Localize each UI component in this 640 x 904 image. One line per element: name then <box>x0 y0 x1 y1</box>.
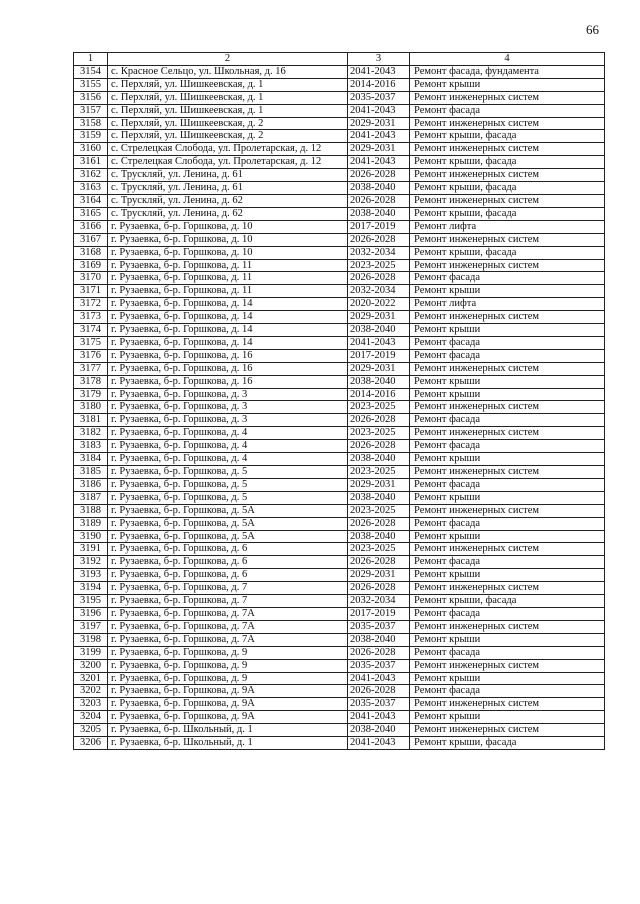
period-cell: 2026-2028 <box>348 582 410 595</box>
table-row <box>74 375 605 388</box>
work-type-cell: Ремонт фасада <box>410 478 605 491</box>
table-row <box>74 491 605 504</box>
address-cell: с. Трускляй, ул. Ленина, д. 62 <box>108 207 348 220</box>
period-cell: 2035-2037 <box>348 620 410 633</box>
address-cell: г. Рузаевка, б-р. Горшкова, д. 16 <box>108 375 348 388</box>
work-type-cell: Ремонт фасада <box>410 104 605 117</box>
table-row <box>74 272 605 285</box>
row-number-cell: 3156 <box>74 91 108 104</box>
row-number-cell: 3163 <box>74 182 108 195</box>
address-cell: г. Рузаевка, б-р. Горшкова, д. 9 <box>108 672 348 685</box>
work-type-cell: Ремонт крыши <box>410 388 605 401</box>
address-cell: г. Рузаевка, б-р. Горшкова, д. 4 <box>108 440 348 453</box>
work-type-cell: Ремонт инженерных систем <box>410 427 605 440</box>
period-cell: 2026-2028 <box>348 272 410 285</box>
address-cell: г. Рузаевка, б-р. Горшкова, д. 16 <box>108 349 348 362</box>
period-cell: 2032-2034 <box>348 285 410 298</box>
row-number-cell: 3190 <box>74 530 108 543</box>
period-cell: 2014-2016 <box>348 388 410 401</box>
work-type-cell: Ремонт крыши, фасада <box>410 156 605 169</box>
period-cell: 2038-2040 <box>348 724 410 737</box>
period-cell: 2026-2028 <box>348 440 410 453</box>
address-cell: с. Трускляй, ул. Ленина, д. 61 <box>108 182 348 195</box>
work-type-cell: Ремонт инженерных систем <box>410 143 605 156</box>
table-row <box>74 698 605 711</box>
work-type-cell: Ремонт крыши <box>410 324 605 337</box>
period-cell: 2023-2025 <box>348 427 410 440</box>
work-type-cell: Ремонт крыши <box>410 672 605 685</box>
period-cell: 2038-2040 <box>348 182 410 195</box>
table-row <box>74 156 605 169</box>
column-header-work: 4 <box>410 53 605 66</box>
table-row <box>74 194 605 207</box>
row-number-cell: 3203 <box>74 698 108 711</box>
table-row <box>74 65 605 78</box>
period-cell: 2017-2019 <box>348 349 410 362</box>
table-row <box>74 737 605 750</box>
row-number-cell: 3174 <box>74 324 108 337</box>
period-cell: 2038-2040 <box>348 375 410 388</box>
period-cell: 2026-2028 <box>348 169 410 182</box>
row-number-cell: 3166 <box>74 220 108 233</box>
work-type-cell: Ремонт инженерных систем <box>410 659 605 672</box>
table-row <box>74 440 605 453</box>
row-number-cell: 3167 <box>74 233 108 246</box>
row-number-cell: 3165 <box>74 207 108 220</box>
address-cell: с. Перхляй, ул. Шишкеевская, д. 1 <box>108 91 348 104</box>
address-cell: с. Трускляй, ул. Ленина, д. 61 <box>108 169 348 182</box>
table-row <box>74 233 605 246</box>
table-row <box>74 388 605 401</box>
work-type-cell: Ремонт лифта <box>410 220 605 233</box>
work-type-cell: Ремонт инженерных систем <box>410 362 605 375</box>
address-cell: г. Рузаевка, б-р. Горшкова, д. 10 <box>108 246 348 259</box>
work-type-cell: Ремонт крыши <box>410 569 605 582</box>
table-row <box>74 246 605 259</box>
row-number-cell: 3197 <box>74 620 108 633</box>
period-cell: 2029-2031 <box>348 311 410 324</box>
row-number-cell: 3162 <box>74 169 108 182</box>
period-cell: 2041-2043 <box>348 737 410 750</box>
row-number-cell: 3204 <box>74 711 108 724</box>
table-row <box>74 543 605 556</box>
address-cell: г. Рузаевка, б-р. Горшкова, д. 6 <box>108 556 348 569</box>
address-cell: г. Рузаевка, б-р. Горшкова, д. 5 <box>108 478 348 491</box>
address-cell: г. Рузаевка, б-р. Горшкова, д. 7А <box>108 607 348 620</box>
work-type-cell: Ремонт фасада <box>410 517 605 530</box>
address-cell: г. Рузаевка, б-р. Горшкова, д. 9А <box>108 685 348 698</box>
address-cell: г. Рузаевка, б-р. Горшкова, д. 4 <box>108 453 348 466</box>
table-row <box>74 182 605 195</box>
table-row <box>74 104 605 117</box>
period-cell: 2026-2028 <box>348 517 410 530</box>
work-type-cell: Ремонт инженерных систем <box>410 543 605 556</box>
period-cell: 2020-2022 <box>348 298 410 311</box>
work-type-cell: Ремонт крыши <box>410 491 605 504</box>
table-row <box>74 259 605 272</box>
address-cell: г. Рузаевка, б-р. Горшкова, д. 9 <box>108 659 348 672</box>
column-header-number: 1 <box>74 53 108 66</box>
row-number-cell: 3189 <box>74 517 108 530</box>
table-row <box>74 169 605 182</box>
row-number-cell: 3178 <box>74 375 108 388</box>
work-type-cell: Ремонт крыши, фасада <box>410 595 605 608</box>
table-row <box>74 362 605 375</box>
address-cell: г. Рузаевка, б-р. Горшкова, д. 14 <box>108 336 348 349</box>
work-type-cell: Ремонт инженерных систем <box>410 698 605 711</box>
row-number-cell: 3180 <box>74 401 108 414</box>
period-cell: 2041-2043 <box>348 104 410 117</box>
period-cell: 2023-2025 <box>348 259 410 272</box>
address-cell: с. Красное Сельцо, ул. Школьная, д. 16 <box>108 65 348 78</box>
address-cell: г. Рузаевка, б-р. Горшкова, д. 5А <box>108 530 348 543</box>
table-row <box>74 659 605 672</box>
work-type-cell: Ремонт крыши <box>410 530 605 543</box>
row-number-cell: 3183 <box>74 440 108 453</box>
address-cell: г. Рузаевка, б-р. Школьный, д. 1 <box>108 737 348 750</box>
address-cell: г. Рузаевка, б-р. Горшкова, д. 7 <box>108 595 348 608</box>
work-type-cell: Ремонт инженерных систем <box>410 466 605 479</box>
address-cell: г. Рузаевка, б-р. Горшкова, д. 14 <box>108 311 348 324</box>
period-cell: 2035-2037 <box>348 698 410 711</box>
period-cell: 2017-2019 <box>348 607 410 620</box>
row-number-cell: 3205 <box>74 724 108 737</box>
period-cell: 2041-2043 <box>348 711 410 724</box>
work-type-cell: Ремонт инженерных систем <box>410 117 605 130</box>
address-cell: г. Рузаевка, б-р. Горшкова, д. 3 <box>108 388 348 401</box>
address-cell: г. Рузаевка, б-р. Горшкова, д. 6 <box>108 569 348 582</box>
table-row <box>74 633 605 646</box>
row-number-cell: 3172 <box>74 298 108 311</box>
row-number-cell: 3157 <box>74 104 108 117</box>
row-number-cell: 3187 <box>74 491 108 504</box>
table-row <box>74 78 605 91</box>
period-cell: 2038-2040 <box>348 324 410 337</box>
work-type-cell: Ремонт фасада <box>410 646 605 659</box>
table-row <box>74 582 605 595</box>
work-type-cell: Ремонт крыши, фасада <box>410 246 605 259</box>
period-cell: 2038-2040 <box>348 633 410 646</box>
row-number-cell: 3186 <box>74 478 108 491</box>
row-number-cell: 3168 <box>74 246 108 259</box>
address-cell: с. Стрелецкая Слобода, ул. Пролетарская, д. 12 <box>108 156 348 169</box>
table-row <box>74 207 605 220</box>
row-number-cell: 3160 <box>74 143 108 156</box>
row-number-cell: 3181 <box>74 414 108 427</box>
work-type-cell: Ремонт фасада <box>410 336 605 349</box>
period-cell: 2023-2025 <box>348 401 410 414</box>
address-cell: г. Рузаевка, б-р. Горшкова, д. 9А <box>108 711 348 724</box>
period-cell: 2023-2025 <box>348 466 410 479</box>
table-row <box>74 517 605 530</box>
address-cell: г. Рузаевка, б-р. Горшкова, д. 3 <box>108 414 348 427</box>
period-cell: 2029-2031 <box>348 478 410 491</box>
work-type-cell: Ремонт инженерных систем <box>410 259 605 272</box>
period-cell: 2041-2043 <box>348 672 410 685</box>
table-row <box>74 595 605 608</box>
table-row <box>74 607 605 620</box>
address-cell: с. Перхляй, ул. Шишкеевская, д. 1 <box>108 78 348 91</box>
address-cell: г. Рузаевка, б-р. Школьный, д. 1 <box>108 724 348 737</box>
period-cell: 2041-2043 <box>348 336 410 349</box>
address-cell: г. Рузаевка, б-р. Горшкова, д. 14 <box>108 298 348 311</box>
address-cell: г. Рузаевка, б-р. Горшкова, д. 9 <box>108 646 348 659</box>
row-number-cell: 3195 <box>74 595 108 608</box>
row-number-cell: 3191 <box>74 543 108 556</box>
table-row <box>74 672 605 685</box>
period-cell: 2026-2028 <box>348 233 410 246</box>
work-type-cell: Ремонт крыши, фасада <box>410 207 605 220</box>
row-number-cell: 3202 <box>74 685 108 698</box>
period-cell: 2035-2037 <box>348 659 410 672</box>
row-number-cell: 3154 <box>74 65 108 78</box>
table-row <box>74 414 605 427</box>
row-number-cell: 3164 <box>74 194 108 207</box>
address-cell: г. Рузаевка, б-р. Горшкова, д. 7 <box>108 582 348 595</box>
period-cell: 2023-2025 <box>348 504 410 517</box>
work-type-cell: Ремонт инженерных систем <box>410 724 605 737</box>
period-cell: 2038-2040 <box>348 530 410 543</box>
period-cell: 2029-2031 <box>348 117 410 130</box>
row-number-cell: 3182 <box>74 427 108 440</box>
period-cell: 2029-2031 <box>348 143 410 156</box>
address-cell: с. Перхляй, ул. Шишкеевская, д. 2 <box>108 117 348 130</box>
page-number: 66 <box>586 22 599 37</box>
table-row <box>74 324 605 337</box>
work-type-cell: Ремонт фасада <box>410 349 605 362</box>
row-number-cell: 3175 <box>74 336 108 349</box>
work-type-cell: Ремонт фасада, фундамента <box>410 65 605 78</box>
table-row <box>74 711 605 724</box>
address-cell: с. Стрелецкая Слобода, ул. Пролетарская, д. 12 <box>108 143 348 156</box>
row-number-cell: 3196 <box>74 607 108 620</box>
work-type-cell: Ремонт крыши <box>410 711 605 724</box>
row-number-cell: 3184 <box>74 453 108 466</box>
table-row <box>74 569 605 582</box>
work-type-cell: Ремонт крыши, фасада <box>410 182 605 195</box>
table-row <box>74 427 605 440</box>
row-number-cell: 3201 <box>74 672 108 685</box>
period-cell: 2029-2031 <box>348 569 410 582</box>
period-cell: 2026-2028 <box>348 556 410 569</box>
table-row <box>74 504 605 517</box>
period-cell: 2038-2040 <box>348 207 410 220</box>
work-type-cell: Ремонт крыши <box>410 633 605 646</box>
address-cell: г. Рузаевка, б-р. Горшкова, д. 11 <box>108 285 348 298</box>
row-number-cell: 3158 <box>74 117 108 130</box>
address-cell: г. Рузаевка, б-р. Горшкова, д. 11 <box>108 272 348 285</box>
period-cell: 2026-2028 <box>348 414 410 427</box>
work-type-cell: Ремонт фасада <box>410 272 605 285</box>
work-type-cell: Ремонт крыши <box>410 375 605 388</box>
address-cell: г. Рузаевка, б-р. Горшкова, д. 10 <box>108 220 348 233</box>
row-number-cell: 3177 <box>74 362 108 375</box>
work-type-cell: Ремонт лифта <box>410 298 605 311</box>
work-type-cell: Ремонт инженерных систем <box>410 582 605 595</box>
address-cell: г. Рузаевка, б-р. Горшкова, д. 6 <box>108 543 348 556</box>
row-number-cell: 3185 <box>74 466 108 479</box>
period-cell: 2038-2040 <box>348 453 410 466</box>
table-row <box>74 685 605 698</box>
period-cell: 2035-2037 <box>348 91 410 104</box>
address-cell: г. Рузаевка, б-р. Горшкова, д. 11 <box>108 259 348 272</box>
table-row <box>74 401 605 414</box>
table-row <box>74 91 605 104</box>
period-cell: 2041-2043 <box>348 130 410 143</box>
address-cell: г. Рузаевка, б-р. Горшкова, д. 7А <box>108 633 348 646</box>
address-cell: г. Рузаевка, б-р. Горшкова, д. 5А <box>108 517 348 530</box>
column-header-address: 2 <box>108 53 348 66</box>
row-number-cell: 3206 <box>74 737 108 750</box>
address-cell: с. Трускляй, ул. Ленина, д. 62 <box>108 194 348 207</box>
row-number-cell: 3188 <box>74 504 108 517</box>
table-body <box>74 65 605 749</box>
row-number-cell: 3171 <box>74 285 108 298</box>
address-cell: г. Рузаевка, б-р. Горшкова, д. 14 <box>108 324 348 337</box>
column-header-period: 3 <box>348 53 410 66</box>
row-number-cell: 3176 <box>74 349 108 362</box>
work-type-cell: Ремонт фасада <box>410 414 605 427</box>
table-row <box>74 311 605 324</box>
row-number-cell: 3194 <box>74 582 108 595</box>
table-row <box>74 298 605 311</box>
work-type-cell: Ремонт инженерных систем <box>410 194 605 207</box>
work-type-cell: Ремонт крыши <box>410 78 605 91</box>
row-number-cell: 3179 <box>74 388 108 401</box>
table-row <box>74 466 605 479</box>
address-cell: г. Рузаевка, б-р. Горшкова, д. 10 <box>108 233 348 246</box>
table-row <box>74 336 605 349</box>
row-number-cell: 3169 <box>74 259 108 272</box>
address-cell: г. Рузаевка, б-р. Горшкова, д. 5 <box>108 466 348 479</box>
table-row <box>74 530 605 543</box>
period-cell: 2032-2034 <box>348 595 410 608</box>
row-number-cell: 3170 <box>74 272 108 285</box>
period-cell: 2014-2016 <box>348 78 410 91</box>
address-cell: г. Рузаевка, б-р. Горшкова, д. 3 <box>108 401 348 414</box>
table-row <box>74 453 605 466</box>
address-cell: г. Рузаевка, б-р. Горшкова, д. 5 <box>108 491 348 504</box>
table-row <box>74 556 605 569</box>
address-cell: г. Рузаевка, б-р. Горшкова, д. 9А <box>108 698 348 711</box>
period-cell: 2026-2028 <box>348 194 410 207</box>
work-type-cell: Ремонт инженерных систем <box>410 401 605 414</box>
period-cell: 2026-2028 <box>348 646 410 659</box>
row-number-cell: 3193 <box>74 569 108 582</box>
period-cell: 2023-2025 <box>348 543 410 556</box>
work-type-cell: Ремонт инженерных систем <box>410 233 605 246</box>
work-type-cell: Ремонт фасада <box>410 607 605 620</box>
address-cell: г. Рузаевка, б-р. Горшкова, д. 5А <box>108 504 348 517</box>
work-type-cell: Ремонт крыши <box>410 285 605 298</box>
work-type-cell: Ремонт инженерных систем <box>410 620 605 633</box>
address-cell: г. Рузаевка, б-р. Горшкова, д. 16 <box>108 362 348 375</box>
row-number-cell: 3159 <box>74 130 108 143</box>
table-row <box>74 130 605 143</box>
address-cell: г. Рузаевка, б-р. Горшкова, д. 7А <box>108 620 348 633</box>
period-cell: 2026-2028 <box>348 685 410 698</box>
work-type-cell: Ремонт крыши, фасада <box>410 737 605 750</box>
period-cell: 2038-2040 <box>348 491 410 504</box>
period-cell: 2017-2019 <box>348 220 410 233</box>
table-row <box>74 724 605 737</box>
period-cell: 2041-2043 <box>348 156 410 169</box>
address-cell: с. Перхляй, ул. Шишкеевская, д. 2 <box>108 130 348 143</box>
work-type-cell: Ремонт крыши, фасада <box>410 130 605 143</box>
table-row <box>74 620 605 633</box>
table-row <box>74 117 605 130</box>
row-number-cell: 3155 <box>74 78 108 91</box>
work-type-cell: Ремонт инженерных систем <box>410 169 605 182</box>
row-number-cell: 3200 <box>74 659 108 672</box>
row-number-cell: 3173 <box>74 311 108 324</box>
work-type-cell: Ремонт фасада <box>410 556 605 569</box>
row-number-cell: 3198 <box>74 633 108 646</box>
row-number-cell: 3199 <box>74 646 108 659</box>
work-type-cell: Ремонт инженерных систем <box>410 91 605 104</box>
work-type-cell: Ремонт инженерных систем <box>410 311 605 324</box>
address-cell: с. Перхляй, ул. Шишкеевская, д. 1 <box>108 104 348 117</box>
work-type-cell: Ремонт фасада <box>410 440 605 453</box>
work-type-cell: Ремонт фасада <box>410 685 605 698</box>
address-cell: г. Рузаевка, б-р. Горшкова, д. 4 <box>108 427 348 440</box>
table-header-row <box>74 53 605 66</box>
row-number-cell: 3161 <box>74 156 108 169</box>
table-row <box>74 646 605 659</box>
work-type-cell: Ремонт крыши <box>410 453 605 466</box>
period-cell: 2029-2031 <box>348 362 410 375</box>
repair-schedule-table <box>73 52 605 750</box>
table-row <box>74 478 605 491</box>
period-cell: 2032-2034 <box>348 246 410 259</box>
table-row <box>74 143 605 156</box>
table-row <box>74 285 605 298</box>
period-cell: 2041-2043 <box>348 65 410 78</box>
row-number-cell: 3192 <box>74 556 108 569</box>
table-row <box>74 349 605 362</box>
table-row <box>74 220 605 233</box>
work-type-cell: Ремонт инженерных систем <box>410 504 605 517</box>
